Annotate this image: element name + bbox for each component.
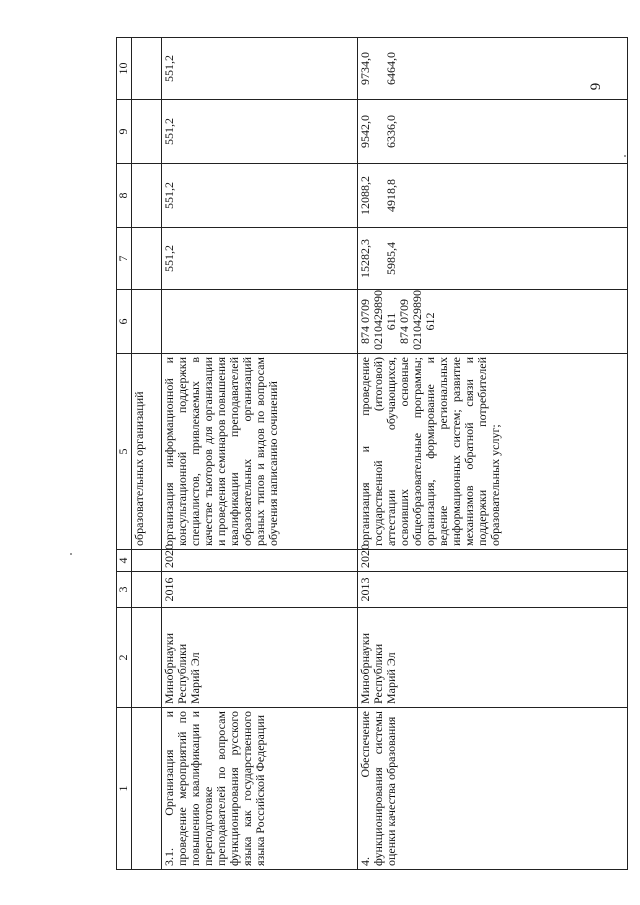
amount: 9542,0 — [358, 115, 372, 148]
column-header-10: 10 — [117, 38, 132, 100]
amount: 6464,0 — [384, 52, 398, 85]
cell — [132, 164, 162, 228]
start-year: 2013 — [358, 572, 628, 608]
column-header-2: 2 — [117, 608, 132, 708]
column-header-6: 6 — [117, 290, 132, 354]
activity-description: организация и проведение государственной (итоговой) аттестации обучающихся, освоивших основные общеобразовательные программы; организация, формирование и ведение региональных информационных систем; развитие механизмов обратной связи и поддержки потребителей образовательных услуг; — [358, 354, 628, 550]
responsible-executor: Минобрнауки Республики Марий Эл — [162, 608, 358, 708]
table-row — [162, 38, 358, 870]
cell — [132, 572, 162, 608]
amount: 15282,3 — [358, 239, 372, 278]
responsible-executor: Минобрнауки Республики Марий Эл — [358, 608, 628, 708]
column-header-1: 1 — [117, 708, 132, 870]
page-number: 6 — [586, 82, 603, 91]
rotated-table-container — [116, 38, 628, 870]
end-year: 2020 — [162, 550, 358, 572]
cell — [132, 228, 162, 290]
column-header-9: 9 — [117, 100, 132, 164]
column-header-8: 8 — [117, 164, 132, 228]
end-year: 2020 — [358, 550, 628, 572]
header-row — [117, 38, 132, 870]
amounts-col9 — [358, 100, 628, 164]
activity-name: 4. Обеспечение функционирования системы оценки качества образования — [358, 708, 628, 870]
amount: 9734,0 — [358, 52, 372, 85]
column-header-5: 5 — [117, 354, 132, 550]
activity-name: 3.1. Организация и проведение мероприятий по повышению квалификации и переподготовке преподавателей по вопросам функционирования русского языка как государственного языка Российской Федерации — [162, 708, 358, 870]
activity-description: организация информационной и консультационной поддержки специалистов, привлекаемых в качестве тьюторов для организации и проведения семинаров повышения квалификации преподавателей образовательных организаций разных типов и видов по вопросам обучения написанию сочинений — [162, 354, 358, 550]
budget-code: 874 0709 0210429890 612 — [397, 290, 437, 350]
column-header-3: 3 — [117, 572, 132, 608]
amount-col8: 551,2 — [162, 164, 358, 228]
amount: 4918,8 — [384, 179, 398, 212]
amount-col10: 551,2 — [162, 38, 358, 100]
program-table — [116, 37, 628, 870]
amount-col9: 551,2 — [162, 100, 358, 164]
cell — [132, 608, 162, 708]
column-header-4: 4 — [117, 550, 132, 572]
scan-speck — [70, 553, 72, 555]
cell — [132, 550, 162, 572]
amounts-col8 — [358, 164, 628, 228]
amount: 6336,0 — [384, 115, 398, 148]
budget-codes — [358, 290, 628, 354]
cell — [132, 708, 162, 870]
start-year: 2016 — [162, 572, 358, 608]
continuation-row — [132, 38, 162, 870]
budget-code: 874 0709 0210429890 611 — [358, 290, 398, 350]
amount: 5985,4 — [384, 242, 398, 275]
amounts-col7 — [358, 228, 628, 290]
column-header-7: 7 — [117, 228, 132, 290]
cell — [132, 100, 162, 164]
amounts-col10 — [358, 38, 628, 100]
continuation-text: образовательных организаций — [132, 354, 162, 550]
budget-code — [162, 290, 358, 354]
cell — [132, 290, 162, 354]
amount: 12088,2 — [358, 176, 372, 215]
cell — [132, 38, 162, 100]
table-row — [358, 38, 628, 870]
amount-col7: 551,2 — [162, 228, 358, 290]
